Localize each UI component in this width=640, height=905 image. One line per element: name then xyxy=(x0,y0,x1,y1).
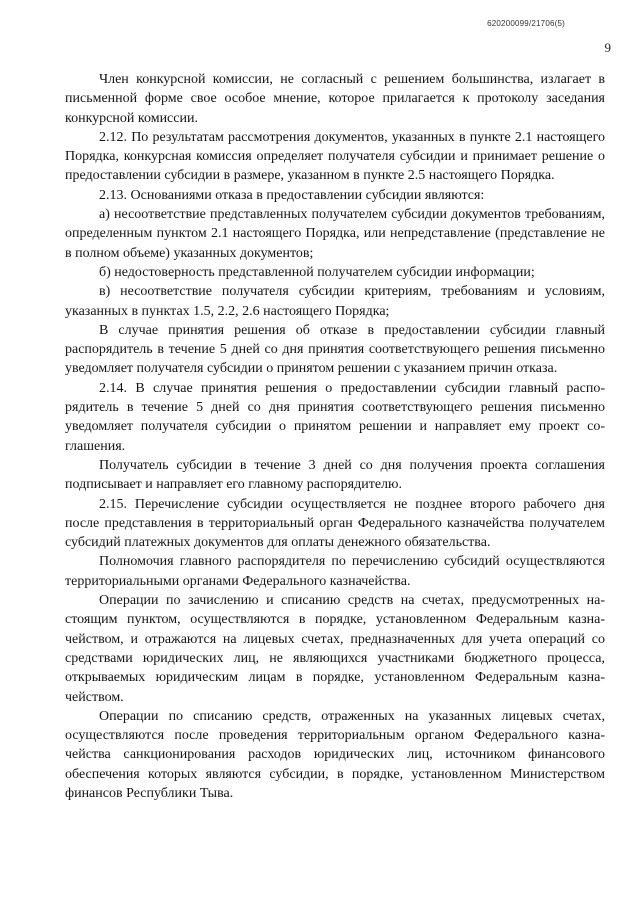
paragraph-debit-operations: Операции по списанию средств, отраженных на указанных лицевых счетах, осуществляются после проведения территориальным органом Федерального казначейства санкционирования расходов юридических лиц, источником финансового обеспечения которых являются субсидии, в порядке, установленном Министерством финансов Республики Тыва. xyxy=(65,708,605,801)
paragraph-agreement-signing: Получатель субсидии в течение 3 дней со дня получения проекта соглашения подписывает и направляет его главному распорядителю. xyxy=(65,457,605,493)
paragraph-dissenting-opinion: Член конкурсной комиссии, не согласный с решением большинства, излагает в письменной форме свое особое мнение, которое прилагается к протоколу заседания конкурсной комиссии. xyxy=(65,72,605,126)
list-item-b: б) недостоверность представленной получателем субсидии информации; xyxy=(99,264,535,280)
document-registration-number: 620200099/21706(5) xyxy=(487,19,565,28)
list-item-v: в) несоответствие получателя субсидии критериям, требованиям и условиям, указанных в пунктах 1.5, 2.2, 2.6 настоящего Порядка; xyxy=(65,284,605,319)
paragraph-treasury-powers: Полномочия главного распорядителя по перечислению субсидий осуществляются территориальными органами Федерального казначейства. xyxy=(65,554,605,589)
paragraph-2-15: 2.15. Перечисление субсидии осуществляется не позднее второго рабочего дня после представления в территориальный орган Федерального казначейства получателем субсидий платежных документов для оплаты денежного обязательства. xyxy=(65,496,605,551)
page-number: 9 xyxy=(604,40,611,55)
paragraph-2-14: 2.14. В случае принятия решения о предоставлении субсидии главный распорядитель в течение 5 дней со дня принятия соответствующего решения письменно уведомляет получателя субсидии о принятом решении и направляет ему проект соглашения. xyxy=(65,380,605,454)
paragraph-account-operations: Операции по зачислению и списанию средств на счетах, предусмотренных настоящим пунктом, осуществляются в порядке, установленном Федеральным казначейством, и отражаются на лицевых счетах, предназначенных для учета операций со средствами юридических лиц, не являющихся участниками бюджетного процесса, открываемых юридическим лицам в порядке, установленном Федеральным казначейством. xyxy=(65,593,605,705)
list-item-a: а) несоответствие представленных получателем субсидии документов требованиям, определенным пунктом 2.1 настоящего Порядка, или непредставление (представление не в полном объеме) указанных документов; xyxy=(65,207,605,261)
paragraph-2-12: 2.12. По результатам рассмотрения документов, указанных в пункте 2.1 настоящего Порядка, конкурсная комиссия определяет получателя субсидии и принимает решение о предоставлении субсидии в размере, указанном в пункте 2.5 настоящего Порядка. xyxy=(65,129,605,184)
paragraph-refusal-notice: В случае принятия решения об отказе в предоставлении субсидии главный распорядитель в течение 5 дней со дня принятия соответствующего решения письменно уведомляет получателя субсидии о принятом решении с указанием причин отказа. xyxy=(65,322,605,377)
paragraph-2-13: 2.13. Основаниями отказа в предоставлении субсидии являются: xyxy=(99,187,485,203)
document-body xyxy=(65,70,605,803)
